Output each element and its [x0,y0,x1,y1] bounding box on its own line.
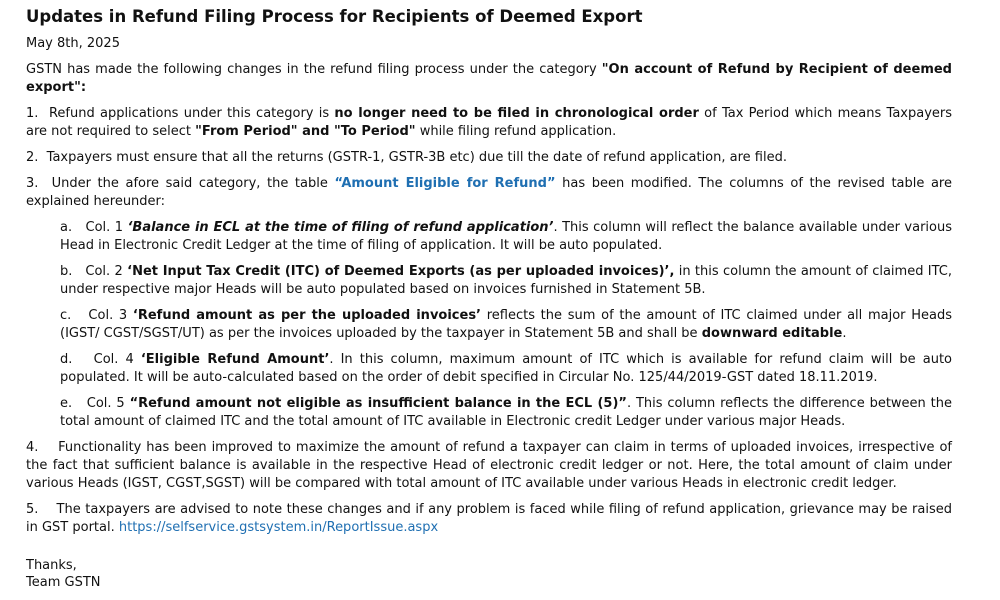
item-text: . This column will reflect the balance available under various Head in Electronic Credit Ledger at the time of filing of application. It will be auto populated. [60,220,952,253]
closing-signature [26,557,100,591]
point-text: of Tax Period which means Taxpayers are not required to select [26,106,953,139]
point-number: 4. [26,440,39,455]
item-col: Col. 4 [93,352,141,367]
point-number: 3. [26,176,39,191]
page-title: Updates in Refund Filing Process for Recipients of Deemed Export [26,7,643,26]
item-col: Col. 2 [85,264,128,279]
item-bold: ‘Refund amount as per the uploaded invoices’ [132,308,481,323]
point-3 [26,175,952,211]
point-text: Under the afore said category, the table [51,176,335,191]
item-text: . [842,326,847,341]
team-name: Team GSTN [26,575,101,590]
item-text: reflects the sum of the amount of ITC claimed under all major Heads (IGST/ CGST/SGST/UT) as per the invoices uploaded by the taxpayer in Statement 5B and shall be [60,308,952,341]
item-text: in this column the amount of claimed ITC, under respective major Heads will be auto populated based on invoices furnished in Statement 5B. [60,264,953,297]
point-text: The taxpayers are advised to note these changes and if any problem is faced while filing of refund application, grievance may be raised in GST portal. [26,502,953,535]
point-5 [26,501,952,537]
item-bold: ‘Eligible Refund Amount’ [140,352,330,367]
point-text: Functionality has been improved to maximize the amount of refund a taxpayer can claim in terms of uploaded invoices, irrespective of the fact that sufficient balance is available in the respective Head of electronic credit ledger or not. Here, the total amount of claim under various Heads (IGST, CGST,SGST) will be compared with total amount of ITC available under various Heads in electronic credit ledger. [26,440,953,491]
point-text: while filing refund application. [415,124,617,139]
thanks-text: Thanks, [26,558,77,573]
item-letter: d. [60,352,73,367]
report-issue-link[interactable]: https://selfservice.gstsystem.in/ReportIssue.aspx [118,520,439,535]
item-col: Col. 1 [85,220,128,235]
column-item-c [26,307,952,343]
item-letter: a. [60,220,73,235]
point-text: has been modified. The columns of the revised table are explained hereunder: [26,176,952,209]
point-text: Refund applications under this category is [48,106,335,121]
intro-paragraph [26,61,952,97]
intro-text: GSTN has made the following changes in the refund filing process under the category [26,62,602,77]
column-item-b [26,263,952,299]
point-4 [26,439,952,493]
point-1 [26,105,952,141]
item-text: . In this column, maximum amount of ITC which is available for refund claim will be auto populated. It will be auto-calculated based on the order of debit specified in Circular No. 125/44/2019-GST dated 18.11.2019. [60,352,953,385]
point-bold: no longer need to be filed in chronological order [334,106,699,121]
point-number: 2. [26,150,39,165]
item-letter: b. [60,264,73,279]
point-number: 5. [26,502,39,517]
item-letter: c. [60,308,72,323]
point-number: 1. [26,106,39,121]
intro-category: "On account of Refund by Recipient of deemed export": [26,62,952,95]
item-bold: ‘Net Input Tax Credit (ITC) of Deemed Exports (as per uploaded invoices)’, [127,264,675,279]
notice-body [26,61,952,545]
item-col: Col. 3 [88,308,133,323]
item-text: . This column reflects the difference between the total amount of claimed ITC and the total amount of ITC available in Electronic credit Ledger under various major Heads. [60,396,953,429]
item-bold: “Refund amount not eligible as insufficient balance in the ECL (5)” [129,396,627,411]
item-bold: ‘Balance in ECL at the time of filing of refund application’ [127,220,554,235]
column-item-d [26,351,952,387]
column-item-a [26,219,952,255]
table-name-highlight: “Amount Eligible for Refund” [334,176,556,191]
point-2 [26,149,952,167]
column-item-e [26,395,952,431]
item-col: Col. 5 [86,396,130,411]
item-bold: downward editable [701,326,843,341]
item-letter: e. [60,396,73,411]
point-text: Taxpayers must ensure that all the returns (GSTR-1, GSTR-3B etc) due till the date of refund application, are filed. [46,150,787,165]
point-bold: "From Period" and "To Period" [195,124,416,139]
publish-date: May 8th, 2025 [26,36,120,51]
